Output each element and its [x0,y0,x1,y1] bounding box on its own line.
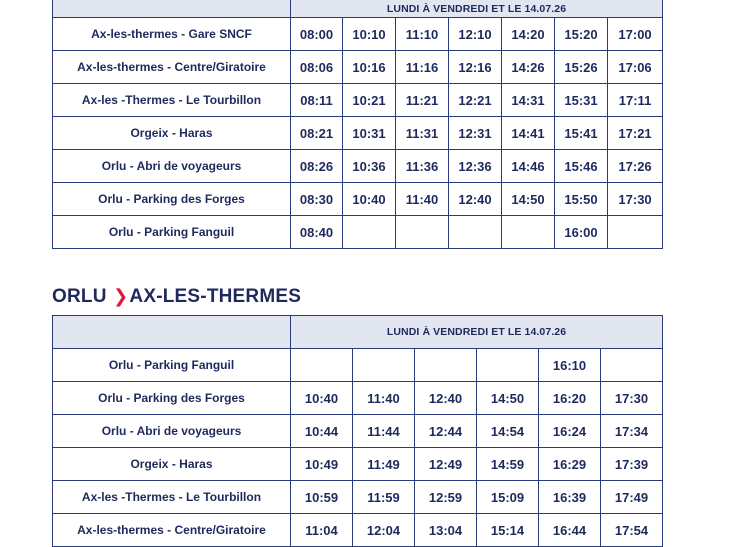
departure-time: 11:44 [353,415,415,448]
departure-time: 15:20 [555,18,608,51]
departure-time: 11:21 [396,84,449,117]
table-row [53,448,663,481]
departure-time: 08:40 [291,216,343,249]
departure-time: 15:14 [477,514,539,547]
header-corner-cell [53,0,291,18]
departure-time [291,349,353,382]
schedule-days-header: LUNDI À VENDREDI ET LE 14.07.26 [291,0,663,18]
departure-time: 11:36 [396,150,449,183]
departure-time [415,349,477,382]
departure-time [502,216,555,249]
departure-time: 16:24 [539,415,601,448]
departure-time: 14:26 [502,51,555,84]
departure-time [608,216,663,249]
table-row [53,481,663,514]
departure-time [396,216,449,249]
departure-time: 14:50 [477,382,539,415]
departure-time: 14:46 [502,150,555,183]
departure-time: 08:00 [291,18,343,51]
departure-time: 10:59 [291,481,353,514]
departure-time: 17:11 [608,84,663,117]
departure-time: 10:16 [343,51,396,84]
departure-time: 12:49 [415,448,477,481]
departure-time: 08:11 [291,84,343,117]
stop-name: Orgeix - Haras [53,117,291,150]
schedule-days-header: LUNDI À VENDREDI ET LE 14.07.26 [291,316,663,349]
departure-time: 14:20 [502,18,555,51]
table-row [53,117,663,150]
departure-time [449,216,502,249]
stop-name: Orlu - Parking des Forges [53,183,291,216]
departure-time [353,349,415,382]
table-row [53,51,663,84]
departure-time: 15:41 [555,117,608,150]
departure-time: 11:16 [396,51,449,84]
departure-time: 17:49 [601,481,663,514]
departure-time: 08:26 [291,150,343,183]
stop-name: Orlu - Parking Fanguil [53,349,291,382]
departure-time: 14:50 [502,183,555,216]
stop-name: Orgeix - Haras [53,448,291,481]
chevron-right-icon: ❯ [113,286,129,306]
departure-time: 10:40 [343,183,396,216]
departure-time: 12:04 [353,514,415,547]
departure-time: 10:10 [343,18,396,51]
departure-time [601,349,663,382]
departure-time: 16:29 [539,448,601,481]
departure-time: 15:26 [555,51,608,84]
departure-time: 14:54 [477,415,539,448]
departure-time: 10:44 [291,415,353,448]
departure-time: 12:16 [449,51,502,84]
departure-time: 10:31 [343,117,396,150]
departure-time: 12:10 [449,18,502,51]
stop-name: Orlu - Parking des Forges [53,382,291,415]
departure-time: 16:20 [539,382,601,415]
stop-name: Ax-les-thermes - Gare SNCF [53,18,291,51]
table-row [53,415,663,448]
departure-time: 17:30 [608,183,663,216]
departure-time: 14:31 [502,84,555,117]
stop-name: Ax-les -Thermes - Le Tourbillon [53,481,291,514]
table-row [53,216,663,249]
departure-time [477,349,539,382]
route-title [52,286,301,308]
stop-name: Orlu - Parking Fanguil [53,216,291,249]
departure-time: 13:04 [415,514,477,547]
departure-time: 10:49 [291,448,353,481]
table-row [53,349,663,382]
departure-time: 12:40 [415,382,477,415]
departure-time: 15:50 [555,183,608,216]
table-row [53,514,663,547]
departure-time: 17:06 [608,51,663,84]
departure-time: 12:40 [449,183,502,216]
departure-time: 12:36 [449,150,502,183]
departure-time: 11:40 [353,382,415,415]
departure-time: 16:00 [555,216,608,249]
departure-time: 17:21 [608,117,663,150]
departure-time: 15:09 [477,481,539,514]
stop-name: Ax-les -Thermes - Le Tourbillon [53,84,291,117]
departure-time: 11:40 [396,183,449,216]
stop-name: Orlu - Abri de voyageurs [53,150,291,183]
table-row [53,18,663,51]
departure-time: 12:59 [415,481,477,514]
route-destination: AX-LES-THERMES [129,286,302,307]
departure-time: 17:26 [608,150,663,183]
departure-time: 08:21 [291,117,343,150]
stop-name: Ax-les-thermes - Centre/Giratoire [53,51,291,84]
stop-name: Ax-les-thermes - Centre/Giratoire [53,514,291,547]
departure-time: 11:59 [353,481,415,514]
departure-time: 11:10 [396,18,449,51]
table-row [53,183,663,216]
departure-time: 11:49 [353,448,415,481]
departure-time: 16:39 [539,481,601,514]
departure-time: 12:44 [415,415,477,448]
departure-time [343,216,396,249]
departure-time: 15:31 [555,84,608,117]
departure-time: 16:44 [539,514,601,547]
departure-time: 11:04 [291,514,353,547]
departure-time: 17:34 [601,415,663,448]
header-corner-cell [53,316,291,349]
table-row [53,84,663,117]
departure-time: 17:39 [601,448,663,481]
departure-time: 14:41 [502,117,555,150]
departure-time: 10:36 [343,150,396,183]
departure-time: 10:21 [343,84,396,117]
departure-time: 17:30 [601,382,663,415]
departure-time: 17:00 [608,18,663,51]
departure-time: 08:06 [291,51,343,84]
departure-time: 17:54 [601,514,663,547]
departure-time: 15:46 [555,150,608,183]
departure-time: 14:59 [477,448,539,481]
table-row [53,150,663,183]
departure-time: 12:21 [449,84,502,117]
stop-name: Orlu - Abri de voyageurs [53,415,291,448]
timetable-ax-to-orlu [52,0,663,249]
departure-time: 11:31 [396,117,449,150]
departure-time: 12:31 [449,117,502,150]
departure-time: 08:30 [291,183,343,216]
route-origin: ORLU [52,286,107,307]
timetable-orlu-to-ax [52,315,663,547]
table-row [53,382,663,415]
departure-time: 10:40 [291,382,353,415]
departure-time: 16:10 [539,349,601,382]
